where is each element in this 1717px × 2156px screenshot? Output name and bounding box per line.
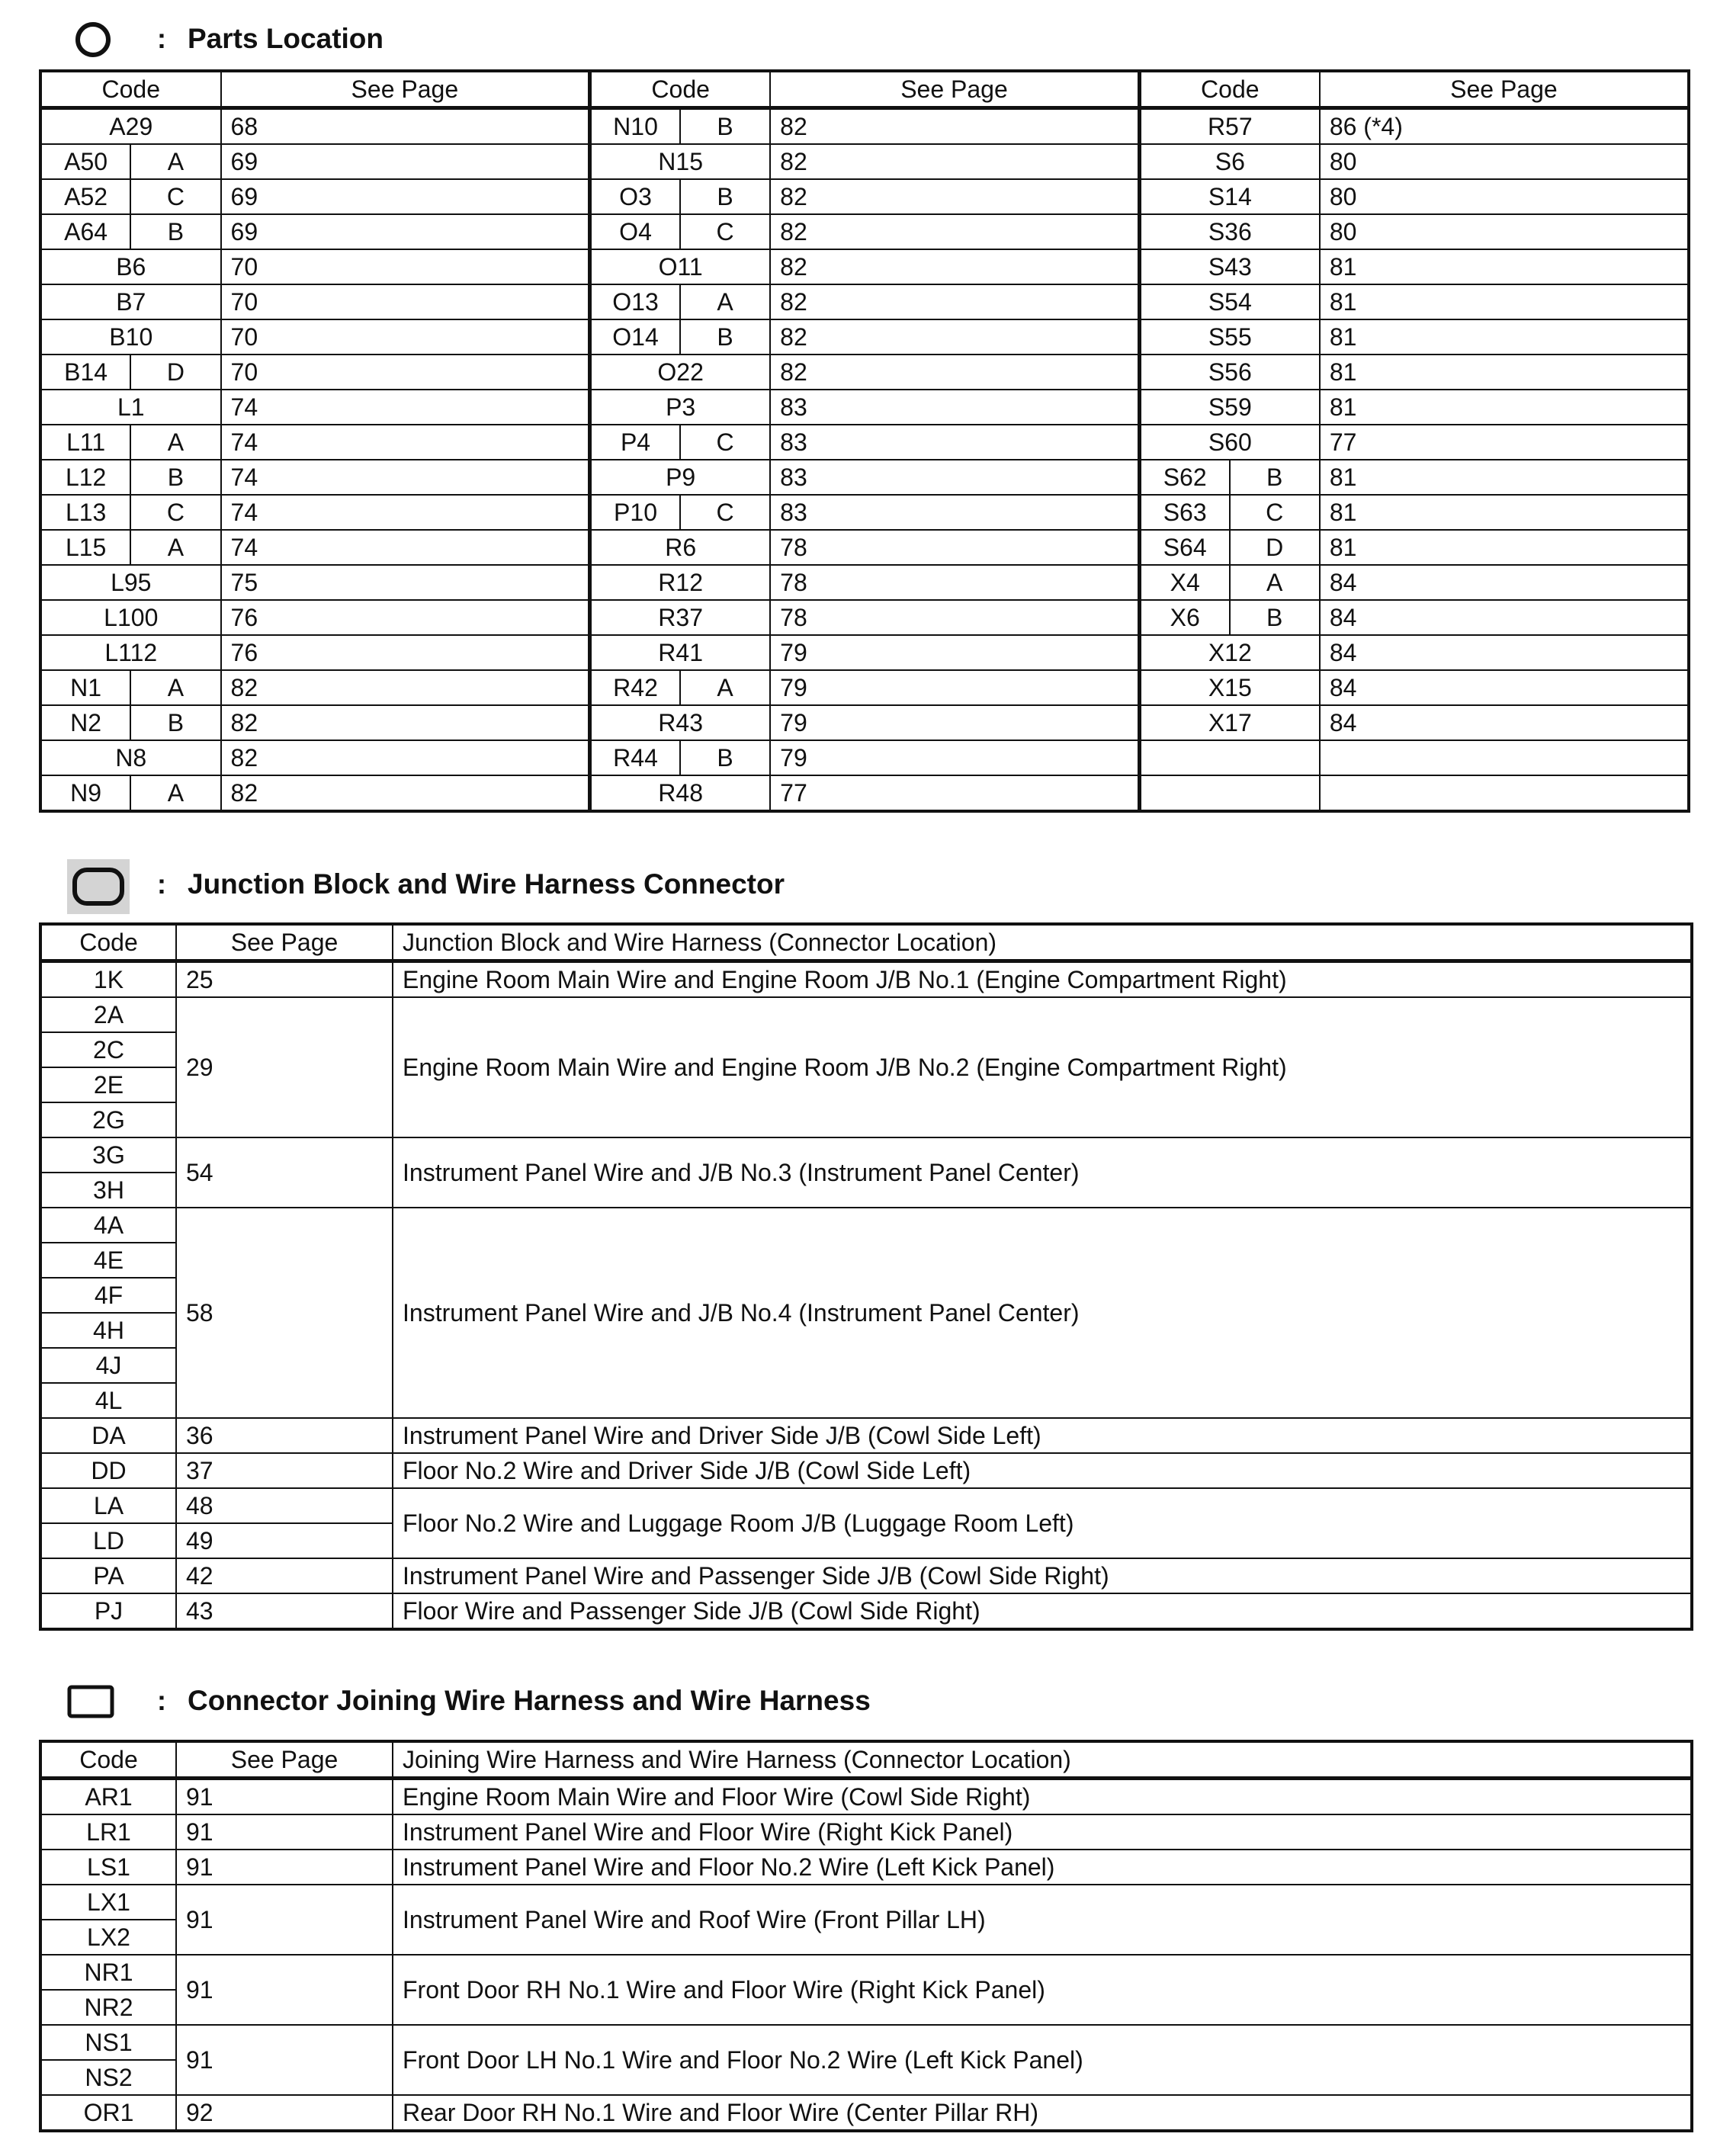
table-row [40,740,1689,775]
junction-block-symbol-icon [67,859,130,914]
part-code: S54 [1139,284,1320,319]
part-code: X4 [1139,565,1229,600]
table-row [40,705,1689,740]
part-code: S60 [1139,425,1320,460]
header-see-page: See Page [1320,71,1689,108]
connector-code: LD [40,1523,176,1558]
part-see-page: 82 [770,319,1139,355]
connector-see-page: 29 [176,997,393,1137]
table-row [40,1814,1692,1850]
part-variant: B [680,179,770,214]
junction-block-table [39,922,1693,1631]
part-code: X17 [1139,705,1320,740]
connector-see-page: 92 [176,2095,393,2131]
section-title: Parts Location [188,23,384,54]
table-row [40,460,1689,495]
header-see-page: See Page [176,1741,393,1779]
table-row [40,1208,1692,1243]
table-row [40,425,1689,460]
part-see-page: 82 [770,249,1139,284]
part-see-page: 81 [1320,390,1689,425]
header-row [40,924,1692,961]
part-see-page: 70 [221,319,590,355]
table-row [40,284,1689,319]
connector-code: 3H [40,1173,176,1208]
part-code: S56 [1139,355,1320,390]
part-code: R42 [590,670,680,705]
table-row [40,1955,1692,1990]
part-variant: C [680,425,770,460]
part-variant: B [130,214,220,249]
part-see-page: 80 [1320,144,1689,179]
part-see-page: 83 [770,495,1139,530]
connector-code: LR1 [40,1814,176,1850]
part-see-page: 70 [221,355,590,390]
part-code: R41 [590,635,771,670]
part-code: L13 [40,495,130,530]
connector-see-page: 25 [176,961,393,998]
part-see-page: 79 [770,705,1139,740]
header-see-page: See Page [770,71,1139,108]
table-row [40,1453,1692,1488]
table-row [40,670,1689,705]
table-row [40,1137,1692,1173]
part-see-page [1320,775,1689,811]
parts-location-table [39,69,1690,813]
part-code: R48 [590,775,771,811]
connector-see-page: 91 [176,1814,393,1850]
part-see-page: 86 (*4) [1320,108,1689,145]
part-code: N10 [590,108,680,145]
part-code: X12 [1139,635,1320,670]
section-title: Connector Joining Wire Harness and Wire Harness [188,1685,871,1716]
part-code: A29 [40,108,221,145]
part-variant: C [1230,495,1320,530]
part-see-page: 76 [221,600,590,635]
part-see-page: 74 [221,495,590,530]
part-variant: B [680,108,770,145]
part-code: S63 [1139,495,1229,530]
part-see-page: 70 [221,284,590,319]
part-see-page: 82 [221,740,590,775]
part-see-page: 82 [221,775,590,811]
connector-code: NS1 [40,2025,176,2060]
connector-code: 2G [40,1102,176,1137]
part-code: P4 [590,425,680,460]
part-code: B10 [40,319,221,355]
part-code: R44 [590,740,680,775]
part-variant: A [130,530,220,565]
part-see-page: 82 [770,214,1139,249]
part-variant: A [130,425,220,460]
part-see-page: 70 [221,249,590,284]
connector-location: Front Door LH No.1 Wire and Floor No.2 Wire (Left Kick Panel) [393,2025,1692,2095]
part-see-page: 78 [770,565,1139,600]
table-row [40,214,1689,249]
part-variant: A [680,284,770,319]
part-see-page: 83 [770,390,1139,425]
part-variant: B [1230,600,1320,635]
connector-see-page: 91 [176,2025,393,2095]
table-row [40,390,1689,425]
connector-code: 4F [40,1278,176,1313]
part-code [1139,740,1320,775]
part-see-page: 82 [770,144,1139,179]
table-row [40,355,1689,390]
part-code: L11 [40,425,130,460]
table-row [40,1418,1692,1453]
connector-code: NS2 [40,2060,176,2095]
connector-code: AR1 [40,1779,176,1815]
part-variant: B [680,319,770,355]
connector-location: Instrument Panel Wire and Passenger Side J/B (Cowl Side Right) [393,1558,1692,1593]
connector-code: 1K [40,961,176,998]
part-see-page: 84 [1320,600,1689,635]
part-see-page: 79 [770,670,1139,705]
connector-joining-table [39,1740,1693,2132]
connector-location: Floor Wire and Passenger Side J/B (Cowl Side Right) [393,1593,1692,1629]
part-see-page: 84 [1320,670,1689,705]
part-see-page: 79 [770,740,1139,775]
part-code: O4 [590,214,680,249]
part-code: P3 [590,390,771,425]
connector-location: Front Door RH No.1 Wire and Floor Wire (Right Kick Panel) [393,1955,1692,2025]
part-see-page: 81 [1320,355,1689,390]
connector-see-page: 91 [176,1885,393,1955]
table-row [40,635,1689,670]
part-code: A64 [40,214,130,249]
part-code: B14 [40,355,130,390]
part-code: O13 [590,284,680,319]
table-row [40,600,1689,635]
part-code: L15 [40,530,130,565]
table-row [40,1488,1692,1523]
table-row [40,249,1689,284]
header-description: Junction Block and Wire Harness (Connector Location) [393,924,1692,961]
heading-colon: : [157,23,166,54]
part-variant: A [130,670,220,705]
table-row [40,179,1689,214]
header-code: Code [40,924,176,961]
connector-code: 4E [40,1243,176,1278]
connector-code: 2A [40,997,176,1032]
heading-colon: : [157,868,166,900]
heading-colon: : [157,1685,166,1716]
table-row [40,565,1689,600]
table-row [40,108,1689,145]
part-see-page: 78 [770,600,1139,635]
connector-location: Instrument Panel Wire and Floor No.2 Wire (Left Kick Panel) [393,1850,1692,1885]
connector-code: LS1 [40,1850,176,1885]
header-see-page: See Page [221,71,590,108]
connector-location: Instrument Panel Wire and Floor Wire (Right Kick Panel) [393,1814,1692,1850]
part-variant: A [1230,565,1320,600]
part-code: L1 [40,390,221,425]
part-code: N8 [40,740,221,775]
connector-code: 4L [40,1383,176,1418]
part-code: A52 [40,179,130,214]
part-variant: A [680,670,770,705]
connector-location: Instrument Panel Wire and J/B No.3 (Instrument Panel Center) [393,1137,1692,1208]
part-code: L12 [40,460,130,495]
connector-location: Engine Room Main Wire and Engine Room J/B No.1 (Engine Compartment Right) [393,961,1692,998]
part-variant: D [130,355,220,390]
part-see-page: 68 [221,108,590,145]
table-row [40,2095,1692,2131]
part-variant: D [1230,530,1320,565]
part-code: R12 [590,565,771,600]
connector-code: PA [40,1558,176,1593]
connector-see-page: 91 [176,1955,393,2025]
part-code: S62 [1139,460,1229,495]
table-row [40,997,1692,1032]
connector-code: LX2 [40,1920,176,1955]
part-code: N9 [40,775,130,811]
connector-location: Floor No.2 Wire and Driver Side J/B (Cowl Side Left) [393,1453,1692,1488]
part-see-page: 80 [1320,214,1689,249]
part-code: B6 [40,249,221,284]
part-variant: C [130,179,220,214]
table-row [40,1593,1692,1629]
header-see-page: See Page [176,924,393,961]
part-see-page: 84 [1320,565,1689,600]
connector-location: Instrument Panel Wire and Roof Wire (Front Pillar LH) [393,1885,1692,1955]
part-see-page: 82 [770,108,1139,145]
part-see-page: 84 [1320,705,1689,740]
part-code: O11 [590,249,771,284]
connector-see-page: 37 [176,1453,393,1488]
connector-location: Instrument Panel Wire and J/B No.4 (Instrument Panel Center) [393,1208,1692,1418]
part-see-page: 84 [1320,635,1689,670]
part-variant: C [680,214,770,249]
part-see-page: 83 [770,460,1139,495]
table-row [40,1558,1692,1593]
part-code: O14 [590,319,680,355]
part-variant: C [680,495,770,530]
part-variant: A [130,144,220,179]
part-see-page: 77 [1320,425,1689,460]
part-variant: B [130,460,220,495]
connector-code: DD [40,1453,176,1488]
part-see-page: 75 [221,565,590,600]
part-code: R57 [1139,108,1320,145]
table-row [40,495,1689,530]
circle-symbol-icon [73,20,113,59]
part-see-page: 78 [770,530,1139,565]
connector-code: 4J [40,1348,176,1383]
table-row [40,1885,1692,1920]
part-code: R37 [590,600,771,635]
connector-location: Engine Room Main Wire and Floor Wire (Cowl Side Right) [393,1779,1692,1815]
part-code: A50 [40,144,130,179]
part-code: S64 [1139,530,1229,565]
part-see-page: 77 [770,775,1139,811]
connector-code: PJ [40,1593,176,1629]
connector-see-page: 48 [176,1488,393,1523]
connector-see-page: 54 [176,1137,393,1208]
part-code: L112 [40,635,221,670]
part-see-page: 81 [1320,460,1689,495]
part-variant: B [130,705,220,740]
connector-code: DA [40,1418,176,1453]
table-row [40,1850,1692,1885]
table-row [40,319,1689,355]
part-code: P10 [590,495,680,530]
part-see-page: 74 [221,460,590,495]
header-row [40,71,1689,108]
part-code: X15 [1139,670,1320,705]
part-see-page: 81 [1320,495,1689,530]
part-see-page: 74 [221,425,590,460]
part-code: O22 [590,355,771,390]
connector-see-page: 91 [176,1850,393,1885]
section-title: Junction Block and Wire Harness Connector [188,868,785,900]
header-row [40,1741,1692,1779]
part-code: S14 [1139,179,1320,214]
part-see-page: 74 [221,530,590,565]
part-see-page: 82 [221,705,590,740]
connector-code: 3G [40,1137,176,1173]
square-symbol-icon [67,1685,114,1718]
connector-code: 2C [40,1032,176,1067]
part-code: N2 [40,705,130,740]
part-see-page: 81 [1320,249,1689,284]
part-variant: C [130,495,220,530]
connector-code: NR1 [40,1955,176,1990]
part-code: L95 [40,565,221,600]
table-row [40,775,1689,811]
part-see-page: 69 [221,214,590,249]
connector-location: Floor No.2 Wire and Luggage Room J/B (Luggage Room Left) [393,1488,1692,1558]
connector-code: 4H [40,1313,176,1348]
connector-code: 4A [40,1208,176,1243]
part-code: S43 [1139,249,1320,284]
table-row [40,530,1689,565]
connector-see-page: 58 [176,1208,393,1418]
part-code [1139,775,1320,811]
part-code: S6 [1139,144,1320,179]
part-code: S36 [1139,214,1320,249]
part-code: B7 [40,284,221,319]
part-see-page: 81 [1320,319,1689,355]
part-see-page: 79 [770,635,1139,670]
table-row [40,2025,1692,2060]
part-see-page [1320,740,1689,775]
connector-see-page: 36 [176,1418,393,1453]
part-variant: B [680,740,770,775]
part-see-page: 83 [770,425,1139,460]
part-code: S55 [1139,319,1320,355]
connector-code: LA [40,1488,176,1523]
part-see-page: 82 [770,179,1139,214]
part-code: X6 [1139,600,1229,635]
part-code: N15 [590,144,771,179]
part-code: L100 [40,600,221,635]
table-row [40,961,1692,998]
connector-location: Rear Door RH No.1 Wire and Floor Wire (Center Pillar RH) [393,2095,1692,2131]
connector-see-page: 43 [176,1593,393,1629]
header-code: Code [40,1741,176,1779]
part-see-page: 81 [1320,284,1689,319]
part-variant: A [130,775,220,811]
connector-code: NR2 [40,1990,176,2025]
connector-code: LX1 [40,1885,176,1920]
connector-see-page: 49 [176,1523,393,1558]
header-code: Code [40,71,221,108]
part-see-page: 69 [221,179,590,214]
part-code: S59 [1139,390,1320,425]
part-see-page: 76 [221,635,590,670]
part-code: P9 [590,460,771,495]
header-code: Code [590,71,771,108]
part-see-page: 82 [221,670,590,705]
part-see-page: 80 [1320,179,1689,214]
part-see-page: 82 [770,355,1139,390]
table-row [40,144,1689,179]
connector-see-page: 42 [176,1558,393,1593]
part-code: O3 [590,179,680,214]
part-code: R6 [590,530,771,565]
part-see-page: 82 [770,284,1139,319]
part-see-page: 81 [1320,530,1689,565]
part-see-page: 69 [221,144,590,179]
connector-see-page: 91 [176,1779,393,1815]
part-variant: B [1230,460,1320,495]
connector-location: Instrument Panel Wire and Driver Side J/B (Cowl Side Left) [393,1418,1692,1453]
table-row [40,1779,1692,1815]
part-see-page: 74 [221,390,590,425]
header-description: Joining Wire Harness and Wire Harness (Connector Location) [393,1741,1692,1779]
connector-code: 2E [40,1067,176,1102]
part-code: N1 [40,670,130,705]
connector-location: Engine Room Main Wire and Engine Room J/B No.2 (Engine Compartment Right) [393,997,1692,1137]
part-code: R43 [590,705,771,740]
header-code: Code [1139,71,1320,108]
connector-code: OR1 [40,2095,176,2131]
